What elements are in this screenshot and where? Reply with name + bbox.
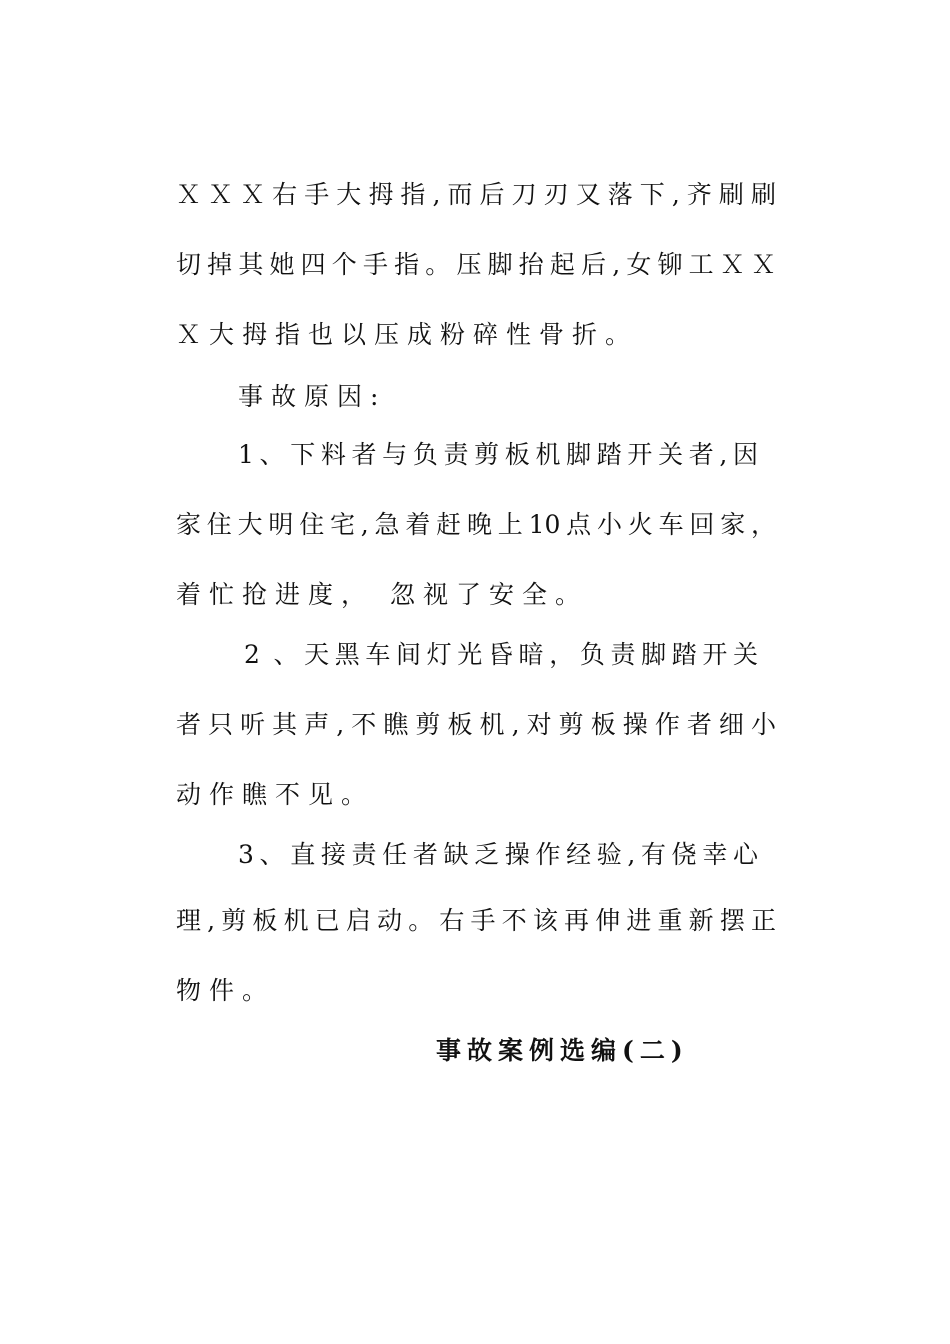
cause-1-line-1: 1、下料者与负责剪板机脚踏开关者,因 xyxy=(238,440,758,469)
paragraph-line-1: ＸＸＸ右手大拇指,而后刀刃又落下,齐刷刷 xyxy=(176,180,776,209)
section-label-causes: 事故原因: xyxy=(238,382,387,411)
cause-3-line-1: 3、直接责任者缺乏操作经验,有侥幸心 xyxy=(238,840,758,869)
cause-2-line-1: 2 、天黑车间灯光昏暗，负责脚踏开关 xyxy=(244,640,758,669)
cause-2-line-3: 动作瞧不见。 xyxy=(176,780,375,809)
cause-3-line-3: 物件。 xyxy=(176,976,276,1005)
cause-3-line-2: 理,剪板机已启动。右手不该再伸进重新摆正 xyxy=(176,906,776,935)
cause-2-line-2: 者只听其声,不瞧剪板机,对剪板操作者细小 xyxy=(176,710,776,739)
cause-1-line-2: 家住大明住宅,急着赶晚上10点小火车回家， xyxy=(176,510,776,539)
section-heading: 事故案例选编(二) xyxy=(436,1036,689,1065)
paragraph-line-2: 切掉其她四个手指。压脚抬起后,女铆工ＸＸ xyxy=(176,250,776,279)
paragraph-line-3: Ｘ大拇指也以压成粉碎性骨折。 xyxy=(176,320,639,349)
cause-1-line-3: 着忙抢进度， 忽视了安全。 xyxy=(176,580,588,609)
